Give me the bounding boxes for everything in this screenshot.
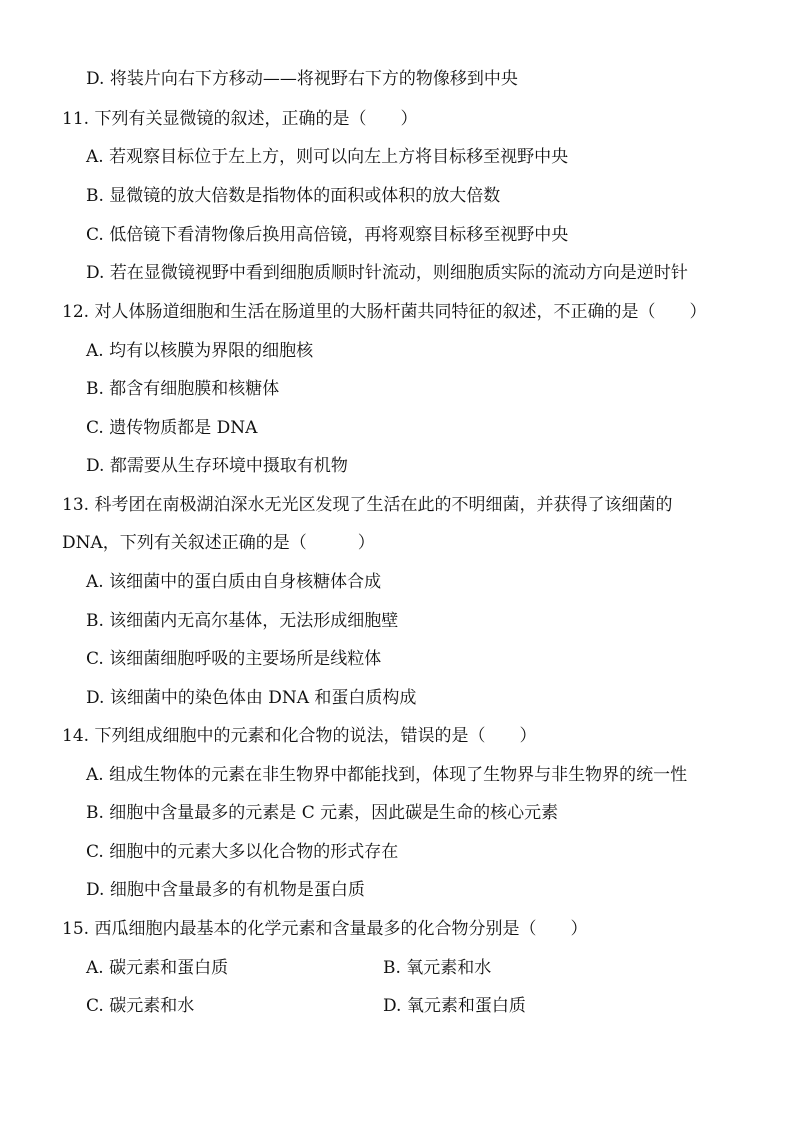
- question-12: 12. 对人体肠道细胞和生活在肠道里的大肠杆菌共同特征的叙述，不正确的是（ ）: [62, 302, 707, 322]
- q14-option-b: B. 细胞中含量最多的元素是 C 元素，因此碳是生命的核心元素: [86, 803, 559, 823]
- q15-option-d: D. 氧元素和蛋白质: [383, 996, 526, 1016]
- q11-option-a: A. 若观察目标位于左上方，则可以向左上方将目标移至视野中央: [86, 147, 569, 167]
- q13-option-d: D. 该细菌中的染色体由 DNA 和蛋白质构成: [86, 688, 417, 708]
- q11-option-d: D. 若在显微镜视野中看到细胞质顺时针流动，则细胞质实际的流动方向是逆时针: [86, 263, 688, 283]
- q13-option-c: C. 该细菌细胞呼吸的主要场所是线粒体: [86, 649, 382, 669]
- q12-option-c: C. 遗传物质都是 DNA: [86, 418, 258, 438]
- q14-option-c: C. 细胞中的元素大多以化合物的形式存在: [86, 842, 399, 862]
- question-15: 15. 西瓜细胞内最基本的化学元素和含量最多的化合物分别是（ ）: [62, 919, 588, 939]
- q13-option-a: A. 该细菌中的蛋白质由自身核糖体合成: [86, 572, 382, 592]
- q14-option-a: A. 组成生物体的元素在非生物界中都能找到，体现了生物界与非生物界的统一性: [86, 765, 688, 785]
- question-13-continued: DNA，下列有关叙述正确的是（ ）: [62, 533, 375, 553]
- q15-option-c: C. 碳元素和水: [86, 996, 195, 1016]
- question-11: 11. 下列有关显微镜的叙述，正确的是（ ）: [62, 109, 418, 129]
- q14-option-d: D. 细胞中含量最多的有机物是蛋白质: [86, 880, 365, 900]
- question-13: 13. 科考团在南极湖泊深水无光区发现了生活在此的不明细菌，并获得了该细菌的: [62, 495, 673, 515]
- q15-option-b: B. 氧元素和水: [383, 958, 492, 978]
- question-14: 14. 下列组成细胞中的元素和化合物的说法，错误的是（ ）: [62, 726, 537, 746]
- q11-option-c: C. 低倍镜下看清物像后换用高倍镜，再将观察目标移至视野中央: [86, 225, 569, 245]
- q12-option-b: B. 都含有细胞膜和核糖体: [86, 379, 280, 399]
- q13-option-b: B. 该细菌内无高尔基体，无法形成细胞壁: [86, 611, 399, 631]
- q12-option-a: A. 均有以核膜为界限的细胞核: [86, 341, 314, 361]
- q12-option-d: D. 都需要从生存环境中摄取有机物: [86, 456, 348, 476]
- q15-option-a: A. 碳元素和蛋白质: [86, 958, 229, 978]
- q10-option-d: D. 将装片向右下方移动——将视野右下方的物像移到中央: [86, 69, 518, 89]
- q11-option-b: B. 显微镜的放大倍数是指物体的面积或体积的放大倍数: [86, 186, 501, 206]
